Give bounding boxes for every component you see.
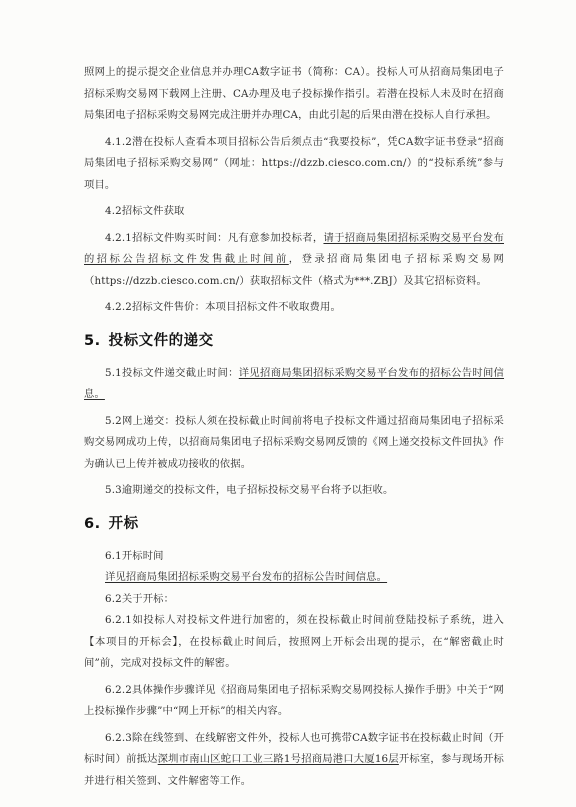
clause-5-3 <box>84 480 504 502</box>
paragraph-ca-registration <box>84 62 504 127</box>
section-number: 6. <box>84 515 101 532</box>
clause-text: 6.2.3除在线签到、在线解密文件外，投标人也可携带CA数字证书在投标截止时间（开标时间）前抵达 <box>84 731 504 765</box>
clause-6-2 <box>84 589 504 611</box>
clause-text: 4.2招标文件获取 <box>105 205 185 217</box>
clause-4-1-2 <box>84 132 504 197</box>
clause-6-2-3 <box>84 728 504 793</box>
clause-6-2-1 <box>84 610 504 675</box>
clause-text: 6.1开标时间 <box>105 549 164 562</box>
clause-6-1 <box>84 546 504 568</box>
section-number: 5. <box>84 332 101 349</box>
paragraph-text: 照网上的提示提交企业信息并办理CA数字证书（简称：CA）。投标人可从招商局集团电子招标采购交易网下载网上注册、CA办理及电子投标操作指引。若潜在投标人未及时在招商局集团电子招标采购交易网完成注册并办理CA，由此引起的后果由潜在投标人自行承担。 <box>84 66 504 121</box>
section-heading-6 <box>84 511 504 537</box>
underlined-deadline-text: 请于招商局集团招标采购交易平台发布的招标公告招标文件发售截止时间前 <box>84 231 504 265</box>
section-title: 开标 <box>108 515 139 532</box>
section-heading-5 <box>84 328 504 354</box>
clause-text: 4.1.2潜在投标人查看本项目招标公告后须点击“我要投标”，凭CA数字证书登录“招商局集团电子招标采购交易网”（网址：https://dzzb.ciesco.com.cn/）的“投标系统”参与项目。 <box>84 135 504 191</box>
clause-4-2-1 <box>84 228 504 293</box>
underlined-time-info: 详见招商局集团招标采购交易平台发布的招标公告时间信息。 <box>105 571 388 583</box>
clause-4-2-2 <box>84 297 504 319</box>
clause-text: 开标室，参与现场开标并进行相关签到、文件解密等工作。 <box>84 753 504 787</box>
clause-5-2 <box>84 411 504 476</box>
underlined-time-info: 详见招商局集团招标采购交易平台发布的招标公告时间信息。 <box>84 366 505 400</box>
clause-5-1 <box>84 363 504 406</box>
clause-text: 6.2.2具体操作步骤详见《招商局集团电子招标采购交易网投标人操作手册》中关于“网上投标操作步骤”中“网上开标”的相关内容。 <box>84 683 504 717</box>
clause-text: 5.1投标文件递交截止时间： <box>105 366 239 379</box>
clause-4-2 <box>84 201 504 223</box>
clause-text: ，登录招商局集团电子招标采购交易网（https://dzzb.ciesco.com.cn/）获取招标文件（格式为***.ZBJ）及其它招标资料。 <box>84 253 504 287</box>
clause-text: 6.2.1如投标人对投标文件进行加密的，须在投标截止时间前登陆投标子系统，进入【本项目的开标会】，在投标截止时间后，按照网上开标会出现的提示，在“解密截止时间”前，完成对投标文件的解密。 <box>84 614 504 669</box>
clause-text: 4.2.1招标文件购买时间：凡有意参加投标者， <box>105 231 324 244</box>
clause-6-1-detail <box>84 567 504 589</box>
clause-text: 5.2网上递交：投标人须在投标截止时间前将电子投标文件通过招商局集团电子招标采购交易网成功上传，以招商局集团电子招标采购交易网反馈的《网上递交投标文件回执》作为确认已上传并被成功接收的依据。 <box>84 414 504 470</box>
clause-6-2-2 <box>84 680 504 723</box>
clause-text: 4.2.2招标文件售价：本项目招标文件不收取费用。 <box>105 301 341 313</box>
clause-text: 5.3逾期递交的投标文件，电子招标投标交易平台将予以拒收。 <box>105 484 394 496</box>
underlined-address: 深圳市南山区蛇口工业三路1号招商局港口大厦16层 <box>157 753 399 765</box>
clause-text: 6.2关于开标： <box>105 592 175 605</box>
section-title: 投标文件的递交 <box>108 332 214 349</box>
